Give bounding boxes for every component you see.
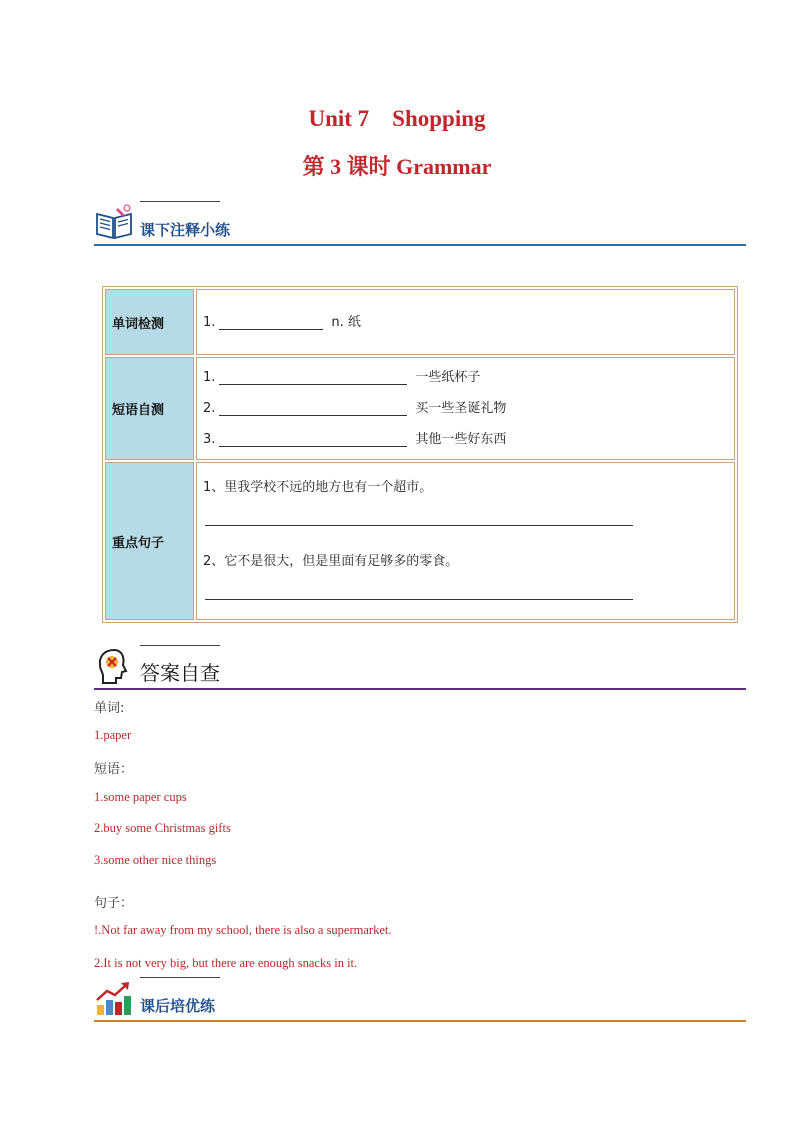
sentence-prompt: 2、它不是很大，但是里面有足够多的零食。 bbox=[203, 554, 459, 569]
answers-sentences-label: 句子： bbox=[94, 896, 134, 911]
exercise-table bbox=[102, 286, 738, 623]
phrase-item bbox=[203, 362, 728, 393]
section-exercise-label: 课下注释小练 bbox=[140, 221, 231, 239]
item-hint: 买一些圣诞礼物 bbox=[415, 401, 507, 416]
answer-line[interactable] bbox=[205, 598, 633, 600]
section-advanced-label: 课后培优练 bbox=[140, 997, 216, 1015]
phrase-item bbox=[203, 424, 728, 455]
item-number: 2. bbox=[203, 401, 216, 416]
item-number: 1. bbox=[203, 370, 216, 385]
sentence-prompt: 1、里我学校不远的地方也有一个超市。 bbox=[203, 480, 433, 495]
lesson-subtitle: 第 3 课时 Grammar bbox=[302, 154, 492, 179]
answer-sentence: 2.It is not very big, but there are enough snacks in it. bbox=[94, 956, 358, 970]
item-hint: 一些纸杯子 bbox=[415, 370, 481, 385]
section-answers-label: 答案自查 bbox=[140, 661, 220, 685]
row-header-sentences: 重点句子 bbox=[105, 462, 194, 620]
answer-sentence: !.Not far away from my school, there is also a supermarket. bbox=[94, 923, 392, 937]
phrases-cell bbox=[196, 357, 735, 460]
words-cell bbox=[196, 289, 735, 355]
word-item bbox=[203, 307, 728, 338]
header-topline bbox=[140, 201, 220, 202]
phrase-item bbox=[203, 393, 728, 424]
answer-phrase: 3.some other nice things bbox=[94, 853, 217, 867]
section-divider bbox=[94, 1020, 746, 1022]
answer-blank[interactable] bbox=[219, 313, 323, 330]
answer-blank[interactable] bbox=[219, 430, 407, 447]
answers-phrases-label: 短语： bbox=[94, 762, 134, 777]
answer-phrase: 1.some paper cups bbox=[94, 790, 187, 804]
row-header-words: 单词检测 bbox=[105, 289, 194, 355]
section-answers-header bbox=[94, 640, 746, 690]
table-row-words bbox=[105, 289, 735, 355]
section-exercise-header bbox=[94, 196, 746, 246]
answer-word: 1.paper bbox=[94, 728, 132, 742]
answers-words-label: 单词: bbox=[94, 701, 125, 716]
section-advanced-header bbox=[94, 972, 746, 1022]
table-row-sentences bbox=[105, 462, 735, 620]
answer-line[interactable] bbox=[205, 524, 633, 526]
unit-title: Unit 7 Shopping bbox=[308, 106, 486, 131]
section-divider bbox=[94, 244, 746, 246]
header-topline bbox=[140, 977, 220, 978]
answer-phrase: 2.buy some Christmas gifts bbox=[94, 821, 231, 835]
item-number: 3. bbox=[203, 432, 216, 447]
table-row-phrases bbox=[105, 357, 735, 460]
growth-chart-icon bbox=[94, 978, 134, 1018]
item-hint: 其他一些好东西 bbox=[415, 432, 507, 447]
answer-blank[interactable] bbox=[219, 368, 407, 385]
sentences-cell bbox=[196, 462, 735, 620]
section-divider bbox=[94, 688, 746, 690]
book-icon bbox=[94, 202, 134, 242]
answer-blank[interactable] bbox=[219, 399, 407, 416]
header-topline bbox=[140, 645, 220, 646]
head-lightbulb-icon bbox=[94, 646, 134, 686]
item-hint: n. 纸 bbox=[331, 314, 361, 330]
item-number: 1. bbox=[203, 314, 216, 330]
row-header-phrases: 短语自测 bbox=[105, 357, 194, 460]
